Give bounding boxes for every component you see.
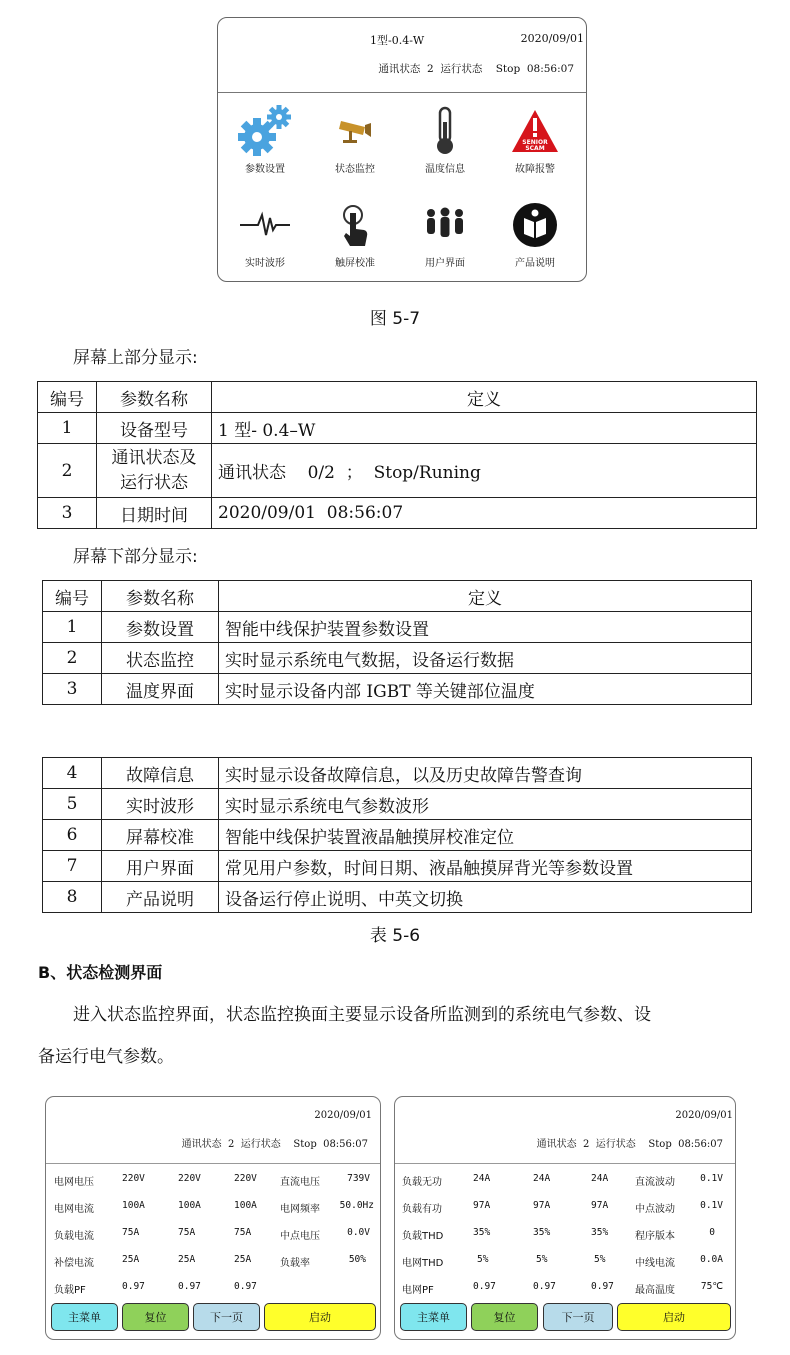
lower-display-table-continued (42, 757, 752, 913)
status-screen-page2 (394, 1096, 736, 1340)
menu-header (218, 18, 586, 93)
gears-icon (235, 104, 295, 158)
param-label: 中线电流 (635, 1258, 675, 1269)
data-row (46, 1223, 380, 1247)
menu-item-product-manual[interactable] (490, 200, 580, 269)
param-value: 35% (473, 1227, 491, 1238)
main-menu-button[interactable]: 主菜单 (51, 1303, 118, 1331)
next-page-button[interactable]: 下一页 (193, 1303, 260, 1331)
param-label: 补偿电流 (54, 1258, 94, 1269)
param-value: 100A (234, 1200, 257, 1211)
param-value: 24A (533, 1173, 551, 1184)
param-value: 0.97 (234, 1281, 257, 1292)
date-display: 2020/09/01 (520, 32, 584, 45)
param-label: 负载电流 (54, 1231, 94, 1242)
camera-icon (335, 113, 375, 149)
param-value: 75℃ (700, 1281, 723, 1292)
screen-header (395, 1097, 735, 1164)
table-cell (97, 444, 212, 498)
table-cell: 3 (43, 674, 102, 705)
param-value: 97A (533, 1200, 551, 1211)
data-row (395, 1169, 735, 1193)
param-value: 0.0A (700, 1254, 723, 1265)
waveform-icon (238, 210, 292, 240)
param-label: 直流电压 (280, 1177, 320, 1188)
status-line: 通讯状态 2 运行状态 Stop 08:56:07 (181, 1139, 368, 1150)
param-value: 220V (122, 1173, 145, 1184)
table-cell: 智能中线保护装置液晶触摸屏校准定位 (219, 820, 752, 851)
table-cell: 产品说明 (102, 882, 219, 913)
table-cell: 2 (38, 444, 97, 498)
param-label: 负载THD (402, 1231, 444, 1242)
status-screen-page1 (45, 1096, 381, 1340)
param-label: 负载有功 (402, 1204, 442, 1215)
table-cell: 5 (43, 789, 102, 820)
status-line: 通讯状态 2 运行状态 Stop 08:56:07 (378, 63, 574, 75)
menu-item-temperature[interactable] (400, 106, 490, 175)
menu-item-label: 用户界面 (425, 258, 465, 269)
param-value: 25A (178, 1254, 196, 1265)
param-value: 220V (178, 1173, 201, 1184)
data-row (395, 1277, 735, 1301)
manual-icon (512, 202, 558, 248)
param-label: 负载率 (280, 1258, 310, 1269)
lower-heading: 屏幕下部分显示: (73, 547, 198, 567)
reset-button[interactable]: 复位 (471, 1303, 538, 1331)
param-value: 220V (234, 1173, 257, 1184)
menu-item-touch-calibration[interactable] (310, 200, 400, 269)
table-header: 参数名称 (97, 382, 212, 413)
param-value: 0.97 (533, 1281, 556, 1292)
table-cell: 8 (43, 882, 102, 913)
data-row (46, 1196, 380, 1220)
table-cell: 实时显示系统电气参数波形 (219, 789, 752, 820)
param-value: 97A (591, 1200, 609, 1211)
upper-display-table (37, 381, 757, 529)
table-cell: 2 (43, 643, 102, 674)
table-cell: 智能中线保护装置参数设置 (219, 612, 752, 643)
menu-item-label: 产品说明 (515, 258, 555, 269)
menu-item-fault-alarm[interactable] (490, 106, 580, 175)
table-cell: 6 (43, 820, 102, 851)
upper-heading: 屏幕上部分显示: (73, 348, 198, 368)
table-header: 编号 (43, 581, 102, 612)
menu-item-param-settings[interactable] (220, 106, 310, 175)
param-value: 97A (473, 1200, 491, 1211)
table-cell: 实时显示设备内部 IGBT 等关键部位温度 (219, 674, 752, 705)
menu-item-label: 故障报警 (515, 164, 555, 175)
param-value: 739V (347, 1173, 370, 1184)
screen-header (46, 1097, 380, 1164)
param-value: 100A (122, 1200, 145, 1211)
table-header: 参数名称 (102, 581, 219, 612)
table-cell: 实时显示系统电气数据，设备运行数据 (219, 643, 752, 674)
param-label: 中点波动 (635, 1204, 675, 1215)
thermometer-icon (433, 106, 457, 156)
touch-icon (338, 203, 372, 247)
table-header: 定义 (212, 382, 757, 413)
start-button[interactable]: 启动 (264, 1303, 376, 1331)
start-button[interactable]: 启动 (617, 1303, 731, 1331)
table-cell: 3 (38, 498, 97, 529)
table-cell: 1 型- 0.4–W (212, 413, 757, 444)
param-value: 24A (473, 1173, 491, 1184)
table-cell: 2020/09/01 08:56:07 (212, 498, 757, 529)
status-line: 通讯状态 2 运行状态 Stop 08:56:07 (536, 1139, 723, 1150)
param-value: 25A (234, 1254, 252, 1265)
data-row (46, 1169, 380, 1193)
table-cell: 设备运行停止说明、中英文切换 (219, 882, 752, 913)
param-value: 35% (533, 1227, 551, 1238)
device-model: 1型-0.4-W (370, 34, 425, 47)
menu-item-waveform[interactable] (220, 200, 310, 269)
param-label: 电网PF (402, 1285, 434, 1296)
table-cell: 故障信息 (102, 758, 219, 789)
table-cell: 1 (43, 612, 102, 643)
param-value: 75A (122, 1227, 140, 1238)
table-cell-line: 运行状态 (120, 472, 188, 493)
param-value: 0.97 (591, 1281, 614, 1292)
date-display: 2020/09/01 (314, 1110, 372, 1121)
menu-item-user-interface[interactable] (400, 200, 490, 269)
table-cell: 状态监控 (102, 643, 219, 674)
table-cell-line: 通讯状态及 (111, 447, 197, 468)
data-row (46, 1277, 380, 1301)
table-cell: 设备型号 (97, 413, 212, 444)
section-title: B、状态检测界面 (38, 963, 163, 982)
table-cell: 4 (43, 758, 102, 789)
data-row (395, 1250, 735, 1274)
table-cell: 屏幕校准 (102, 820, 219, 851)
param-value: 0.97 (178, 1281, 201, 1292)
menu-item-label: 温度信息 (425, 164, 465, 175)
data-row (395, 1223, 735, 1247)
param-value: 50% (348, 1254, 366, 1265)
param-label: 电网电流 (54, 1204, 94, 1215)
menu-item-label: 触屏校准 (335, 258, 375, 269)
param-value: 0.0V (347, 1227, 370, 1238)
param-value: 0.1V (700, 1200, 723, 1211)
param-label: 程序版本 (635, 1231, 675, 1242)
param-value: 5% (536, 1254, 548, 1265)
param-label: 中点电压 (280, 1231, 320, 1242)
param-value: 75A (178, 1227, 196, 1238)
warning-icon (510, 108, 560, 154)
table-cell: 用户界面 (102, 851, 219, 882)
figure-caption: 图 5-7 (369, 309, 421, 329)
main-menu-screen (217, 17, 587, 282)
table-header: 编号 (38, 382, 97, 413)
main-menu-button[interactable]: 主菜单 (400, 1303, 467, 1331)
table-cell: 实时波形 (102, 789, 219, 820)
menu-item-label: 参数设置 (245, 164, 285, 175)
table-cell: 7 (43, 851, 102, 882)
param-label: 直流波动 (635, 1177, 675, 1188)
lower-display-table (42, 580, 752, 705)
param-value: 0.97 (473, 1281, 496, 1292)
table-header: 定义 (219, 581, 752, 612)
param-value: 0.97 (122, 1281, 145, 1292)
table-cell: 日期时间 (97, 498, 212, 529)
param-label: 电网THD (402, 1258, 444, 1269)
svg-text:SENIOR: SENIOR (522, 139, 548, 146)
users-icon (424, 207, 466, 243)
data-row (395, 1196, 735, 1220)
param-label: 电网电压 (54, 1177, 94, 1188)
table-cell: 实时显示设备故障信息，以及历史故障告警查询 (219, 758, 752, 789)
param-value: 5% (477, 1254, 489, 1265)
param-value: 0.1V (700, 1173, 723, 1184)
paragraph-line: 备运行电气参数。 (38, 1047, 174, 1067)
paragraph-line: 进入状态监控界面，状态监控换面主要显示设备所监测到的系统电气参数、设 (73, 1005, 651, 1025)
table-caption: 表 5-6 (369, 926, 421, 946)
param-value: 5% (594, 1254, 606, 1265)
table-cell: 常见用户参数，时间日期、液晶触摸屏背光等参数设置 (219, 851, 752, 882)
param-label: 负载无功 (402, 1177, 442, 1188)
reset-button[interactable]: 复位 (122, 1303, 189, 1331)
table-cell: 温度界面 (102, 674, 219, 705)
date-display: 2020/09/01 (675, 1110, 733, 1121)
param-label: 最高温度 (635, 1285, 675, 1296)
menu-item-label: 状态监控 (335, 164, 375, 175)
param-value: 25A (122, 1254, 140, 1265)
table-cell: 参数设置 (102, 612, 219, 643)
param-value: 0 (709, 1227, 715, 1238)
table-cell: 1 (38, 413, 97, 444)
menu-item-status-monitor[interactable] (310, 106, 400, 175)
next-page-button[interactable]: 下一页 (543, 1303, 613, 1331)
param-label: 电网频率 (280, 1204, 320, 1215)
menu-item-label: 实时波形 (245, 258, 285, 269)
param-value: 75A (234, 1227, 252, 1238)
param-label: 负载PF (54, 1285, 86, 1296)
param-value: 100A (178, 1200, 201, 1211)
data-row (46, 1250, 380, 1274)
param-value: 24A (591, 1173, 609, 1184)
svg-text:SCAM: SCAM (525, 145, 545, 152)
param-value: 35% (591, 1227, 609, 1238)
param-value: 50.0Hz (339, 1200, 374, 1211)
table-cell: 通讯状态 0/2 ； Stop/Runing (212, 444, 757, 498)
